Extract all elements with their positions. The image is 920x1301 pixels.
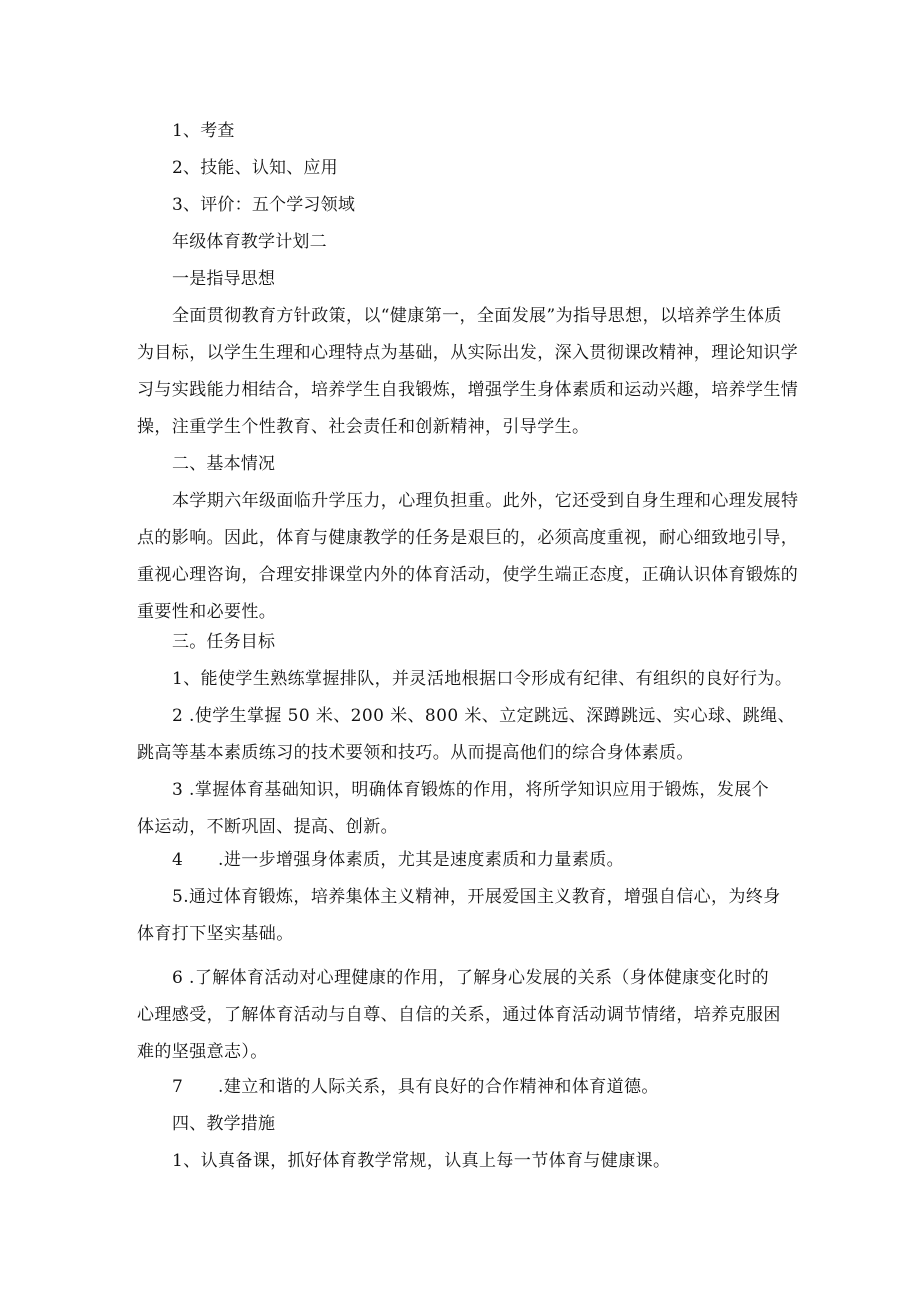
goal-item-7: [137, 1069, 777, 1106]
paragraph-line: 5.通过体育锻炼，培养集体主义精神，开展爱国主义教育，增强自信心，为终身: [172, 887, 781, 907]
paragraph-line: 2 .使学生掌握 50 米、200 米、800 米、立定跳远、深蹲跳远、实心球、跳绳、: [172, 706, 795, 726]
paragraph-guiding-ideology: [137, 298, 799, 446]
list-item-assessment: 1、考查: [172, 121, 235, 141]
paragraph-line: 全面贯彻教育方针政策，以“健康第一，全面发展”为指导思想，以培养学生体质: [172, 306, 782, 326]
paragraph-line: 体育打下坚实基础。: [137, 924, 294, 944]
document-title: 年级体育教学计划二: [172, 232, 327, 252]
paragraph-line: 操，注重学生个性教育、社会责任和创新精神，引导学生。: [137, 417, 590, 437]
paragraph-line: 1、认真备课，抓好体育教学常规，认真上每一节体育与健康课。: [172, 1151, 671, 1171]
paragraph-line: 体运动，不断巩固、提高、创新。: [137, 817, 398, 837]
paragraph-line: 1、能使学生熟练掌握排队，并灵活地根据口令形成有纪律、有组织的良好行为。: [172, 669, 793, 689]
section-heading-guiding: 一是指导思想: [172, 269, 276, 289]
measure-item-1: [137, 1143, 777, 1180]
paragraph-line: 本学期六年级面临升学压力，心理负担重。此外，它还受到自身生理和心理发展特: [172, 491, 799, 511]
goal-item-4: [137, 842, 777, 879]
goal-item-3: [137, 772, 777, 846]
section-heading-measures: 四、教学措施: [172, 1114, 276, 1134]
paragraph-line: 7 .建立和谐的人际关系，具有良好的合作精神和体育道德。: [172, 1077, 659, 1097]
paragraph-line: 难的坚强意志）。: [137, 1042, 268, 1062]
paragraph-basic-situation: [137, 483, 799, 631]
paragraph-line: 为目标，以学生生理和心理特点为基础，从实际出发，深入贯彻课改精神，理论知识学: [137, 343, 799, 363]
list-item-skills: 2、技能、认知、应用: [172, 158, 338, 178]
goal-item-1: [137, 661, 793, 698]
goal-item-6: [137, 960, 781, 1071]
section-heading-goals: 三。任务目标: [172, 632, 276, 652]
goal-item-2: [137, 698, 795, 772]
paragraph-line: 重要性和必要性。: [137, 602, 277, 622]
paragraph-line: 4 .进一步增强身体素质，尤其是速度素质和力量素质。: [172, 850, 625, 870]
goal-item-5: [137, 879, 781, 953]
paragraph-line: 6 .了解体育活动对心理健康的作用，了解身心发展的关系（身体健康变化时的: [172, 968, 770, 988]
paragraph-line: 习与实践能力相结合，培养学生自我锻炼，增强学生身体素质和运动兴趣，培养学生情: [137, 380, 799, 400]
paragraph-line: 心理感受，了解体育活动与自尊、自信的关系，通过体育活动调节情绪，培养克服困: [137, 1005, 781, 1025]
paragraph-line: 跳高等基本素质练习的技术要领和技巧。从而提高他们的综合身体素质。: [137, 743, 694, 763]
section-heading-basic: 二、基本情况: [172, 454, 276, 474]
paragraph-line: 3 .掌握体育基础知识，明确体育锻炼的作用，将所学知识应用于锻炼，发展个: [172, 780, 770, 800]
paragraph-line: 点的影响。因此，体育与健康教学的任务是艰巨的，必须高度重视，耐心细致地引导，: [137, 528, 799, 548]
paragraph-line: 重视心理咨询，合理安排课堂内外的体育活动，使学生端正态度，正确认识体育锻炼的: [137, 565, 799, 585]
list-item-evaluation: 3、评价：五个学习领域: [172, 195, 356, 215]
